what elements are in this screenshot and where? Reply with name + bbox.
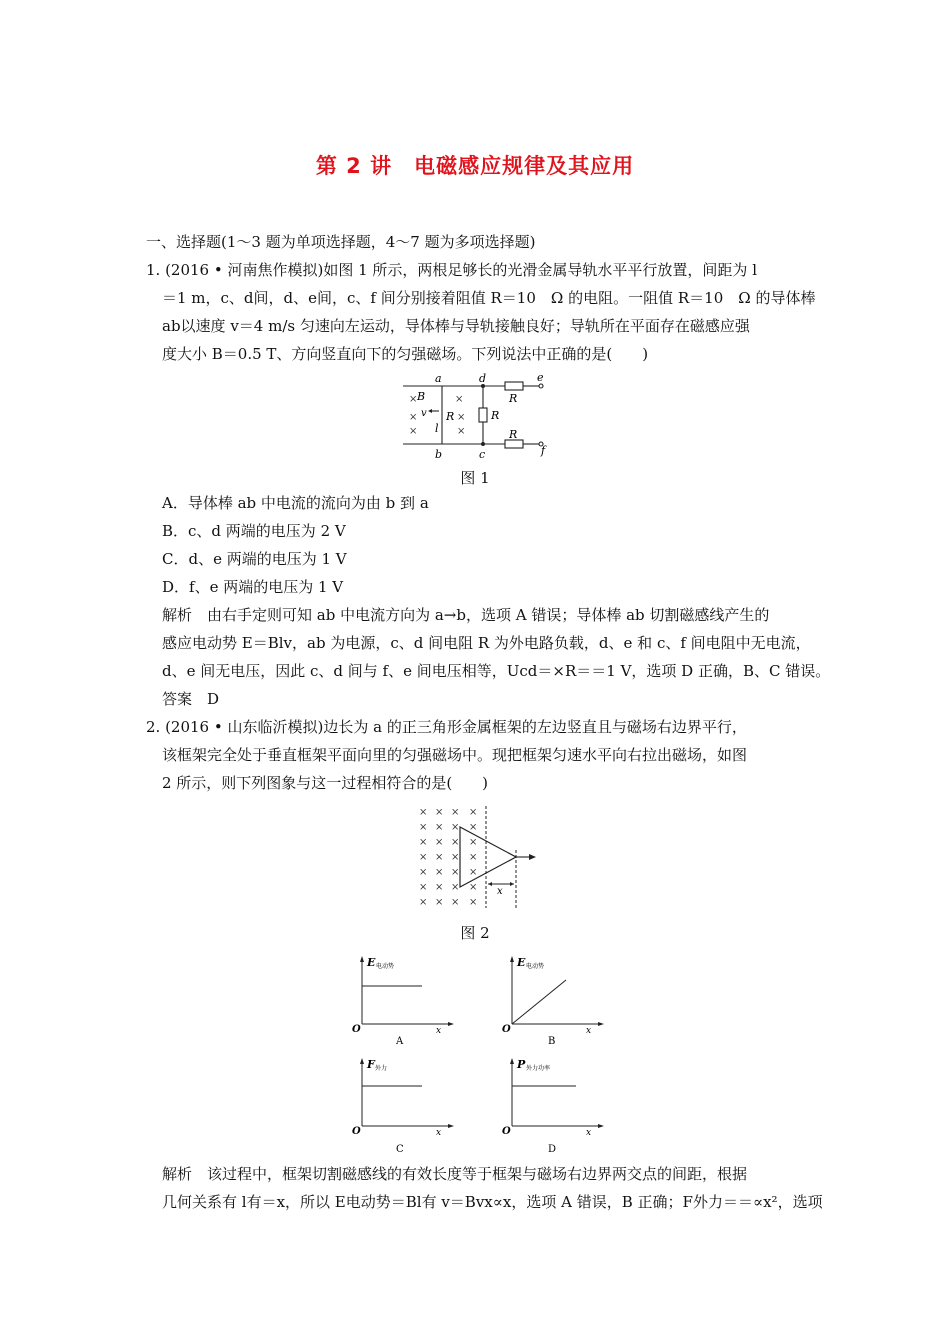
graph-b-caption: B: [548, 1036, 556, 1047]
graph-c: [350, 1054, 470, 1158]
q2-analysis-1: 解析 该过程中，框架切割磁感线的有效长度等于框架与磁场右边界两交点的间距，根据: [162, 1165, 748, 1183]
field-mark: ×: [409, 426, 418, 437]
field-mark: ×: [435, 852, 444, 863]
field-mark: ×: [409, 412, 418, 423]
q1-option-c: C．d、e 两端的电压为 1 V: [162, 550, 347, 568]
field-mark: ×: [451, 837, 460, 848]
q1-text-3: ab以速度 v＝4 m/s 匀速向左运动，导体棒与导轨接触良好；导轨所在平面存在磁感应强: [162, 317, 750, 335]
field-mark: ×: [419, 852, 428, 863]
field-mark: ×: [419, 867, 428, 878]
figure-1-circuit: [395, 372, 565, 462]
graph-d-origin: O: [502, 1126, 511, 1137]
graph-a-ysub: 电动势: [376, 963, 395, 970]
field-mark: ×: [469, 882, 478, 893]
q1-analysis-3: d、e 间无电压，因此 c、d 间与 f、e 间电压相等，Ucd＝×R＝＝1 V，选项 D 正确，B、C 错误。: [162, 662, 831, 680]
graph-c-xlabel: x: [436, 1128, 442, 1138]
section-heading: 一、选择题(1～3 题为单项选择题，4～7 题为多项选择题): [146, 233, 536, 251]
field-mark: ×: [469, 807, 478, 818]
field-mark: ×: [457, 412, 466, 423]
figure-2-caption: 图 2: [460, 924, 490, 942]
label-R-rod: R: [446, 410, 455, 423]
field-mark: ×: [435, 837, 444, 848]
graph-b-ysub: 电动势: [526, 963, 545, 970]
graph-b-origin: O: [502, 1024, 511, 1035]
q1-text-2: ＝1 m，c、d间，d、e间，c、f 间分别接着阻值 R＝10 Ω 的电阻。一阻值 R＝10 Ω 的导体棒: [162, 289, 816, 307]
label-c: c: [479, 448, 486, 461]
graph-d: [500, 1054, 620, 1158]
q1-option-b: B．c、d 两端的电压为 2 V: [162, 522, 346, 540]
field-mark: ×: [469, 837, 478, 848]
label-f: f: [541, 444, 546, 457]
field-mark: ×: [455, 394, 464, 405]
field-mark: ×: [419, 822, 428, 833]
field-mark: ×: [469, 867, 478, 878]
q2-text-3: 2 所示，则下列图象与这一过程相符合的是( ): [162, 774, 489, 792]
field-mark: ×: [451, 867, 460, 878]
label-l: l: [435, 422, 439, 435]
field-mark: ×: [435, 882, 444, 893]
field-mark: ×: [435, 807, 444, 818]
graph-b-xlabel: x: [586, 1026, 592, 1036]
graph-b-ylabel: E: [517, 956, 526, 969]
label-a: a: [435, 372, 442, 385]
graph-a-origin: O: [352, 1024, 361, 1035]
q1-analysis-1: 解析 由右手定则可知 ab 中电流方向为 a→b，选项 A 错误；导体棒 ab 切割磁感线产生的: [162, 606, 770, 624]
graph-d-ysub: 外力功率: [526, 1065, 551, 1072]
label-x: x: [497, 886, 503, 897]
q1-option-a: A．导体棒 ab 中电流的流向为由 b 到 a: [162, 494, 429, 512]
graph-a-ylabel: E: [367, 956, 376, 969]
field-mark: ×: [451, 807, 460, 818]
label-d: d: [479, 372, 487, 385]
graph-c-ysub: 外力: [375, 1065, 388, 1072]
graph-a-caption: A: [396, 1036, 404, 1047]
q2-analysis-2: 几何关系有 l有＝x，所以 E电动势＝Bl有 v＝Bvx∝x，选项 A 错误，B 正确；F外力＝＝∝x²，选项: [162, 1193, 823, 1211]
q2-text-2: 该框架完全处于垂直框架平面向里的匀强磁场中。现把框架匀速水平向右拉出磁场，如图: [162, 746, 748, 764]
label-v: v: [421, 408, 427, 419]
field-mark: ×: [435, 897, 444, 908]
graph-a: [350, 952, 470, 1048]
figure-1-caption: 图 1: [460, 469, 490, 487]
graph-d-xlabel: x: [586, 1128, 592, 1138]
label-R-de: R: [509, 392, 518, 405]
q2-text-1: 2. (2016 • 山东临沂模拟)边长为 a 的正三角形金属框架的左边竖直且与磁场右边界平行，: [146, 718, 747, 736]
label-R-cf: R: [509, 428, 518, 441]
q1-text-1: 1. (2016 • 河南焦作模拟)如图 1 所示，两根足够长的光滑金属导轨水平平行放置，间距为 l: [146, 261, 757, 279]
graph-a-xlabel: x: [436, 1026, 442, 1036]
label-B: B: [417, 390, 426, 403]
field-mark: ×: [457, 426, 466, 437]
field-mark: ×: [451, 882, 460, 893]
field-mark: ×: [469, 822, 478, 833]
field-mark: ×: [469, 852, 478, 863]
field-mark: ×: [451, 822, 460, 833]
page-title: 第 2 讲 电磁感应规律及其应用: [315, 154, 635, 178]
graph-c-ylabel: F: [367, 1058, 375, 1071]
label-R-cd: R: [491, 409, 500, 422]
graph-b: [500, 952, 620, 1048]
field-mark: ×: [469, 897, 478, 908]
label-e: e: [537, 372, 544, 384]
graph-c-caption: C: [396, 1144, 404, 1155]
field-mark: ×: [419, 882, 428, 893]
graph-d-caption: D: [548, 1144, 557, 1155]
field-mark: ×: [409, 394, 418, 405]
field-mark: ×: [435, 867, 444, 878]
label-b: b: [435, 448, 443, 461]
field-mark: ×: [451, 897, 460, 908]
graph-c-origin: O: [352, 1126, 361, 1137]
figure-2-triangle-field: [410, 800, 550, 912]
q1-analysis-2: 感应电动势 E＝Blv，ab 为电源，c、d 间电阻 R 为外电路负载，d、e 和 c、f 间电阻中无电流，: [162, 634, 811, 652]
field-mark: ×: [419, 837, 428, 848]
field-mark: ×: [435, 822, 444, 833]
field-mark: ×: [451, 852, 460, 863]
field-mark: ×: [419, 897, 428, 908]
q1-option-d: D．f、e 两端的电压为 1 V: [162, 578, 344, 596]
graph-d-ylabel: P: [517, 1058, 526, 1071]
q1-text-4: 度大小 B＝0.5 T、方向竖直向下的匀强磁场。下列说法中正确的是( ): [162, 345, 649, 363]
q1-answer: 答案 D: [162, 690, 220, 708]
field-mark: ×: [419, 807, 428, 818]
